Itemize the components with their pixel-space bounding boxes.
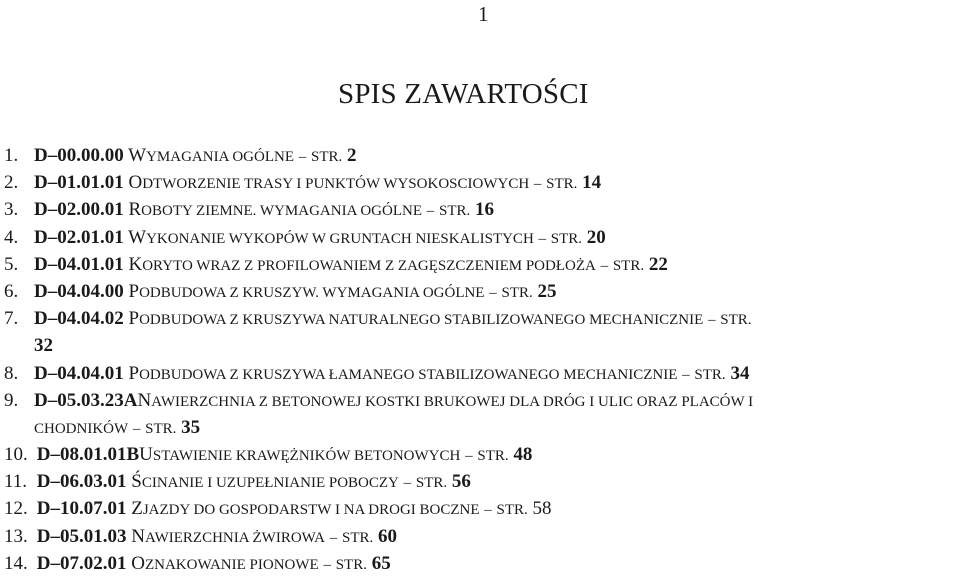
- toc-desc: CINANIE I UZUPEŁNIANIE POBOCZY: [141, 475, 399, 492]
- toc-entry-1[interactable]: [4, 142, 952, 169]
- toc-number: 11.: [4, 471, 28, 493]
- toc-str-label: STR.: [550, 230, 583, 247]
- toc-desc-cap: U: [139, 444, 153, 466]
- toc-page: 34: [730, 362, 750, 384]
- toc-entry-7[interactable]: [4, 305, 952, 332]
- toc-code: D–01.01.01: [34, 172, 124, 194]
- toc-code: D–10.07.01: [36, 498, 127, 520]
- toc-str-label: STR.: [477, 448, 509, 465]
- toc-str-label: STR.: [335, 556, 367, 573]
- toc-code: D–02.00.01: [34, 199, 124, 221]
- toc-desc: ZNAKOWANIE PIONOWE: [144, 556, 319, 573]
- toc-desc-cap: O: [131, 552, 145, 574]
- toc-entry-14[interactable]: [4, 550, 952, 577]
- toc-desc: YKONANIE WYKOPÓW W GRUNTACH NIESKALISTYCH: [146, 230, 534, 247]
- toc-separator: –: [489, 284, 497, 301]
- toc-separator: –: [426, 203, 435, 220]
- toc-desc-cap: W: [128, 226, 147, 248]
- toc-code: D–05.03.23A: [34, 389, 138, 411]
- toc-str-label: STR.: [720, 312, 752, 329]
- toc-number: 12.: [4, 498, 28, 520]
- toc-str-label: STR.: [415, 475, 448, 492]
- toc-separator: –: [533, 176, 542, 193]
- toc-code: D–05.01.03: [36, 525, 127, 547]
- toc-desc: ORYTO WRAZ Z PROFILOWANIEM Z ZAGĘSZCZENIEM PODŁOŻA: [142, 257, 596, 274]
- toc-number: 2.: [4, 172, 19, 194]
- toc-separator: –: [132, 420, 141, 437]
- toc-desc-cap: Z: [131, 498, 143, 520]
- toc-entry-8[interactable]: [4, 360, 952, 387]
- toc-code: D–04.01.01: [34, 253, 124, 275]
- toc-number: 9.: [4, 389, 19, 411]
- toc-entry-9-continued: [4, 414, 952, 441]
- toc-desc: ODBUDOWA Z KRUSZYWA NATURALNEGO STABILIZOWANEGO MECHANICZNIE: [139, 312, 704, 329]
- toc-number: 7.: [4, 308, 19, 330]
- toc-str-label: STR.: [612, 257, 645, 274]
- toc-code: D–08.01.01B: [36, 444, 140, 466]
- toc-separator: –: [708, 312, 716, 329]
- toc-desc-cap: P: [128, 362, 140, 384]
- toc-desc-cap: P: [128, 308, 140, 330]
- toc-str-label: STR.: [145, 420, 177, 437]
- toc-desc: STAWIENIE KRAWĘŻNIKÓW BETONOWYCH: [152, 448, 461, 465]
- toc-entry-11[interactable]: [4, 468, 952, 495]
- toc-number: 8.: [4, 362, 19, 384]
- toc-separator: –: [600, 257, 609, 274]
- toc-separator: –: [298, 149, 307, 165]
- toc-page: 32: [34, 335, 53, 357]
- toc-code: D–04.04.01: [34, 362, 124, 384]
- toc-desc-cap: R: [128, 199, 142, 221]
- toc-number: 3.: [4, 199, 19, 221]
- toc-number: 4.: [4, 226, 19, 248]
- toc-entry-12[interactable]: [4, 495, 952, 522]
- toc-desc: ODBUDOWA Z KRUSZYWA ŁAMANEGO STABILIZOWANEGO MECHANICZNIE: [139, 366, 678, 383]
- toc-desc-cap: Ś: [131, 471, 142, 493]
- toc-entry-2[interactable]: [4, 169, 952, 196]
- toc-str-label: STR.: [311, 149, 343, 165]
- toc-desc: AWIERZCHNIA Z BETONOWEJ KOSTKI BRUKOWEJ DLA DRÓG I ULIC ORAZ PLACÓW I: [151, 393, 754, 410]
- toc-desc: ODBUDOWA Z KRUSZYW. WYMAGANIA OGÓLNE: [139, 284, 485, 301]
- toc-desc-cap: W: [128, 145, 147, 166]
- toc-separator: –: [682, 366, 690, 383]
- toc-page: 48: [513, 444, 533, 466]
- table-of-contents: [4, 142, 952, 577]
- toc-page: 20: [586, 226, 606, 248]
- toc-str-label: STR.: [341, 529, 374, 546]
- toc-desc: JAZDY DO GOSPODARSTW I NA DROGI BOCZNE: [142, 502, 480, 519]
- toc-desc-cap: N: [137, 389, 152, 411]
- toc-str-label: STR.: [496, 502, 528, 519]
- toc-number: 14.: [4, 552, 28, 574]
- toc-desc: DTWORZENIE TRASY I PUNKTÓW WYSOKOSCIOWYCH: [142, 176, 530, 193]
- toc-entry-4[interactable]: [4, 224, 952, 251]
- toc-desc-cap: N: [131, 525, 145, 547]
- toc-code: D–04.04.00: [34, 280, 124, 302]
- toc-entry-9[interactable]: [4, 387, 952, 414]
- toc-entry-5[interactable]: [4, 251, 952, 278]
- toc-page: 16: [475, 199, 494, 221]
- toc-page: 2: [347, 145, 357, 166]
- page-number: 1: [478, 2, 489, 26]
- toc-str-label: STR.: [546, 176, 578, 193]
- toc-entry-6[interactable]: [4, 278, 952, 305]
- toc-desc: AWIERZCHNIA ŻWIROWA: [144, 529, 325, 546]
- toc-page: 35: [181, 416, 201, 438]
- toc-desc-cap: P: [128, 280, 140, 302]
- toc-page: 58: [532, 498, 552, 520]
- toc-code: D–06.03.01: [36, 471, 127, 493]
- toc-code: D–04.04.02: [34, 308, 124, 330]
- toc-number: 13.: [4, 525, 28, 547]
- toc-code: D–02.01.01: [34, 226, 124, 248]
- toc-page: 25: [537, 280, 557, 302]
- toc-entry-3[interactable]: [4, 196, 952, 223]
- toc-separator: –: [329, 529, 338, 546]
- toc-str-label: STR.: [501, 284, 533, 301]
- page-title: SPIS ZAWARTOŚCI: [338, 78, 589, 110]
- toc-separator: –: [465, 448, 473, 465]
- toc-desc-cap: O: [128, 172, 143, 194]
- toc-desc: OBOTY ZIEMNE. WYMAGANIA OGÓLNE: [141, 203, 422, 220]
- toc-entry-10[interactable]: [4, 441, 952, 468]
- toc-entry-13[interactable]: [4, 523, 952, 550]
- toc-number: 6.: [4, 280, 19, 302]
- toc-page: 60: [378, 525, 397, 547]
- toc-desc: YMAGANIA OGÓLNE: [146, 149, 294, 165]
- toc-code: D–00.00.00: [34, 145, 124, 166]
- toc-separator: –: [323, 556, 331, 573]
- toc-page: 56: [451, 471, 471, 493]
- toc-number: 1.: [4, 145, 19, 166]
- toc-separator: –: [484, 502, 492, 519]
- toc-str-label: STR.: [694, 366, 726, 383]
- toc-desc-cap: K: [128, 253, 143, 275]
- toc-code: D–07.02.01: [36, 552, 127, 574]
- toc-str-label: STR.: [438, 203, 471, 220]
- toc-separator: –: [538, 230, 547, 247]
- toc-page: 65: [371, 552, 391, 574]
- toc-number: 5.: [4, 253, 19, 275]
- toc-entry-7-continued: [4, 332, 952, 359]
- toc-page: 14: [582, 172, 602, 194]
- toc-desc: CHODNIKÓW: [34, 420, 129, 437]
- toc-separator: –: [403, 475, 412, 492]
- toc-number: 10.: [4, 444, 28, 466]
- toc-page: 22: [648, 253, 668, 275]
